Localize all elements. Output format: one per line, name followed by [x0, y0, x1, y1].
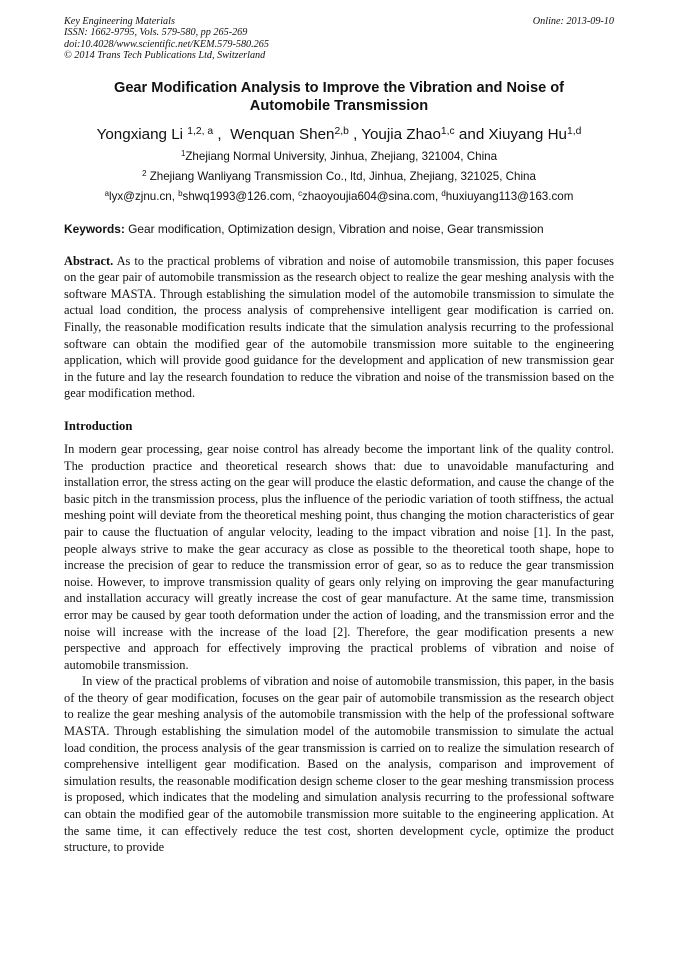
email-text: shwq1993@126.com,: [182, 189, 299, 203]
paper-title: [64, 79, 614, 115]
online-date: Online: 2013-09-10: [532, 16, 614, 27]
author-affiliation-marker: 1,d: [567, 125, 582, 137]
affiliation-2: [64, 169, 614, 185]
section-heading-introduction: Introduction: [64, 418, 133, 433]
author-affiliation-marker: 1,2, a: [187, 125, 214, 137]
email-marker: d: [441, 188, 446, 198]
author-name: Youjia Zhao: [361, 125, 441, 143]
email-marker: b: [178, 188, 183, 198]
copyright-line: © 2014 Trans Tech Publications Ltd, Switzerland: [64, 50, 266, 62]
email-text: zhaoyoujia604@sina.com,: [302, 189, 442, 203]
abstract-section: [64, 253, 614, 402]
affiliation-marker: 2: [142, 168, 147, 178]
intro-paragraph-1: In modern gear processing, gear noise control has already become the important link of the quality control. The production practice and theoretical research shows that: due to unavoidable manufacturing and installation error, the stress acting on the gear will produce the elastic deformation, and cause the change of the basic pitch in the transmission process, plus the influence of the periodic variation of tooth stiffness, the actual meshing point will deviate from the theoretical meshing point, thus changing the motion characteristics of gear pair to cause the fluctuation of angular velocity, leading to the impact vibration and noise [1]. In the past, people always strive to make the gear accuracy as close as possible to the theoretical tooth shape, hope to increase the precision of gear to reduce the transmission error of gear, so as to reduce the gear transmission noise. However, to improve transmission quality of gears only relying on improving the gear manufacturing and installation accuracy will greatly increase the cost of gear manufacture. At the same time, transmission error may be caused by gear tooth deformation under the action of loading, and the transmission error and the noise will increase with the increase of the load [2]. Therefore, the gear modification presents a new perspective and approach for effectively improving the practical problems of vibration and noise of automobile transmission.: [64, 441, 614, 672]
intro-paragraph-2: In view of the practical problems of vibration and noise of automobile transmission, this paper, in the basis of the theory of gear modification, focuses on the gear pair of automobile transmission as the research object to realize the gear meshing analysis of the automobile transmission with the help of the professional software MASTA. Through establishing the simulation model of the automobile transmission to simulate the actual load condition, the process analysis of the gear transmission is carried on to realize the simulation research of comprehensive intelligent gear modification. Based on the analysis, comparison and improvement of simulation results, the reasonable modification design scheme closer to the gear meshing transmission process is proposed, which indicates that the modeling and simulation analysis recurring to the professional software can obtain the modified gear of the automobile transmission more suitable to the engineering application. At the same time, it can effectively reduce the test cost, shorten development cycle, optimize the product structure, to provide: [64, 674, 614, 855]
doi-line: doi:10.4028/www.scientific.net/KEM.579-580.265: [64, 38, 269, 50]
author-emails: [64, 189, 614, 205]
author-name: Xiuyang Hu: [488, 125, 568, 143]
keywords-label: Keywords:: [64, 221, 125, 236]
author-separator: ,: [217, 125, 226, 143]
email-text: huxiuyang113@163.com: [445, 189, 574, 203]
email-text: lyx@zjnu.cn,: [109, 189, 179, 203]
author-affiliation-marker: 2,b: [334, 125, 349, 137]
author-list: [64, 125, 614, 145]
author-separator: ,: [348, 125, 362, 143]
issn-line: ISSN: 1662-9795, Vols. 579-580, pp 265-269: [64, 27, 248, 39]
affiliation-1: [64, 149, 614, 165]
abstract-text: As to the practical problems of vibration and noise of automobile transmission, this paper focuses on the gear pair of automobile transmission as the research object to realize the gear meshing analysis with the software MASTA. Through establishing the simulation model of the automobile transmission to simulate the actual load condition, the process analysis of comprehensive intelligent gear modification is carried on. Finally, the reasonable modification results indicate that the simulation analysis recurring to the professional software can obtain the modified gear of the automobile transmission more suitable to the engineering application, which will provide good guidance for the development and application of new transmission gear in the future and lay the research foundation to reduce the vibration and noise of the transmission based on the gear modification method.: [64, 253, 614, 401]
journal-header: [64, 16, 614, 62]
author-name: Wenquan Shen: [230, 125, 335, 143]
email-marker: c: [298, 188, 303, 198]
affiliation-marker: 1: [180, 148, 186, 158]
title-line-2: Automobile Transmission: [249, 97, 429, 114]
affiliation-text: Zhejiang Wanliyang Transmission Co., ltd, Jinhua, Zhejiang, 321025, China: [149, 169, 536, 183]
affiliation-text: Zhejiang Normal University, Jinhua, Zhejiang, 321004, China: [185, 149, 498, 163]
journal-name: Key Engineering Materials: [64, 16, 175, 27]
abstract-label: Abstract.: [64, 253, 114, 268]
title-line-1: Gear Modification Analysis to Improve the Vibration and Noise of: [113, 79, 565, 96]
author-name: Yongxiang Li: [96, 125, 184, 143]
keywords-text: Gear modification, Optimization design, Vibration and noise, Gear transmission: [128, 221, 544, 236]
email-marker: a: [104, 188, 110, 198]
keywords-section: [64, 221, 614, 237]
author-separator: and: [454, 125, 489, 143]
author-affiliation-marker: 1,c: [440, 125, 455, 137]
